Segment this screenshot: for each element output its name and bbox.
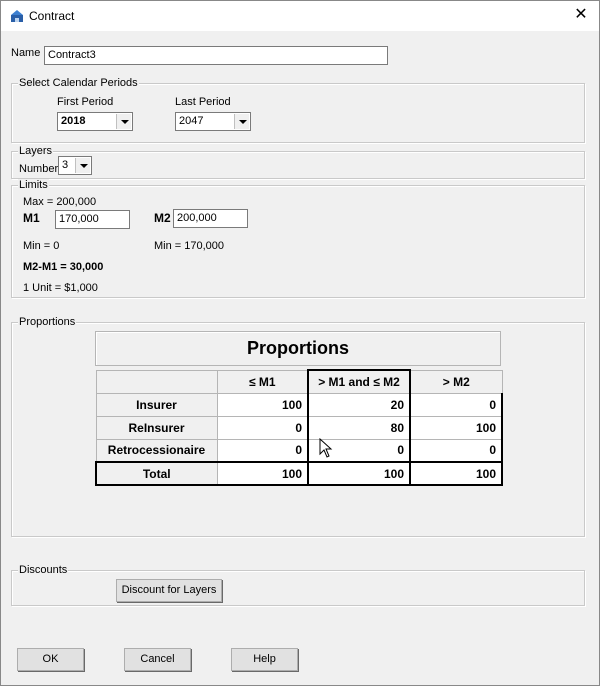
min-m1-text: Min = 0 [23, 240, 60, 252]
window-title: Contract [29, 9, 75, 23]
grid-cell[interactable]: 100 [410, 416, 502, 439]
table-row [96, 462, 502, 485]
last-period-value: 2047 [179, 115, 204, 127]
limits-legend: Limits [19, 179, 48, 191]
layers-number-value: 3 [62, 159, 69, 171]
layers-number-label: Number [19, 163, 59, 175]
table-row [96, 416, 502, 439]
row-header: ReInsurer [96, 416, 217, 439]
first-period-value: 2018 [61, 115, 86, 127]
discounts-group [11, 564, 585, 606]
grid-cell[interactable]: 0 [308, 439, 410, 462]
column-header: ≤ M1 [217, 370, 308, 393]
last-period-select[interactable] [175, 112, 251, 131]
first-period-select[interactable] [57, 112, 133, 131]
m1-input[interactable]: 170,000 [55, 210, 130, 229]
close-button[interactable] [563, 1, 599, 31]
grid-cell[interactable]: 20 [308, 393, 410, 416]
row-header: Total [96, 462, 217, 485]
proportions-grid-title: Proportions [95, 331, 501, 366]
table-row [96, 393, 502, 416]
last-period-label: Last Period [175, 96, 231, 108]
m1-label: M1 [23, 211, 40, 225]
chevron-down-icon[interactable] [234, 114, 249, 129]
discounts-legend: Discounts [19, 564, 68, 576]
grid-cell: 100 [217, 462, 308, 485]
min-m2-text: Min = 170,000 [154, 240, 225, 252]
row-header: Retrocessionaire [96, 439, 217, 462]
chevron-down-icon[interactable] [116, 114, 131, 129]
app-icon [10, 9, 24, 23]
m2-input[interactable]: 200,000 [173, 209, 248, 228]
calendar-periods-legend: Select Calendar Periods [19, 77, 138, 89]
m2-minus-m1-text: M2-M1 = 30,000 [23, 261, 104, 273]
layers-number-select[interactable] [58, 156, 92, 175]
title-bar [1, 1, 599, 31]
grid-cell[interactable]: 0 [217, 416, 308, 439]
grid-cell: 100 [308, 462, 410, 485]
table-row [96, 439, 502, 462]
close-icon: ✕ [574, 6, 588, 23]
layers-legend: Layers [19, 145, 53, 157]
max-text: Max = 200,000 [23, 196, 97, 208]
row-header: Insurer [96, 393, 217, 416]
m2-label: M2 [154, 211, 171, 225]
proportions-grid [95, 369, 503, 486]
column-header: > M2 [410, 370, 502, 393]
first-period-label: First Period [57, 96, 114, 108]
grid-header-row [96, 370, 502, 393]
ok-button[interactable]: OK [17, 648, 84, 671]
cancel-button[interactable]: Cancel [124, 648, 191, 671]
help-button[interactable]: Help [231, 648, 298, 671]
unit-text: 1 Unit = $1,000 [23, 282, 98, 294]
grid-cell[interactable]: 80 [308, 416, 410, 439]
grid-cell[interactable]: 100 [217, 393, 308, 416]
name-input[interactable]: Contract3 [44, 46, 388, 65]
grid-cell[interactable]: 0 [410, 439, 502, 462]
grid-cell[interactable]: 0 [217, 439, 308, 462]
grid-cell[interactable]: 0 [410, 393, 502, 416]
layers-group [11, 145, 585, 179]
mouse-pointer-icon [319, 438, 333, 458]
name-label: Name [11, 47, 41, 59]
discount-for-layers-button[interactable]: Discount for Layers [116, 579, 222, 602]
proportions-legend: Proportions [19, 316, 76, 328]
chevron-down-icon[interactable] [75, 158, 90, 173]
grid-corner-cell [96, 370, 217, 393]
column-header: > M1 and ≤ M2 [308, 370, 410, 393]
grid-cell: 100 [410, 462, 502, 485]
